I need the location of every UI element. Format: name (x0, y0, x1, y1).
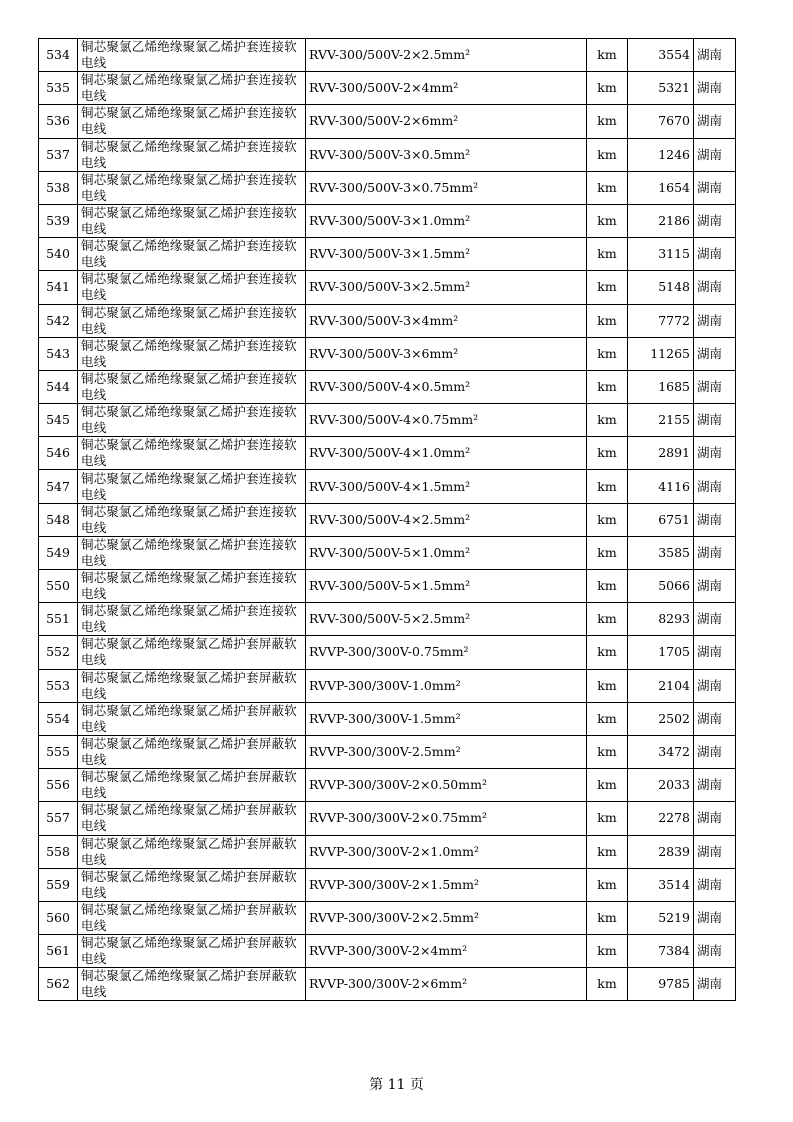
region-cell: 湖南 (694, 769, 736, 802)
product-name-cell: 铜芯聚氯乙烯绝缘聚氯乙烯护套连接软电线 (78, 271, 306, 304)
table-row (39, 935, 736, 968)
unit-cell: km (587, 570, 628, 603)
region-cell: 湖南 (694, 802, 736, 835)
unit-cell: km (587, 138, 628, 171)
table-row (39, 105, 736, 138)
unit-cell: km (587, 901, 628, 934)
product-name-cell: 铜芯聚氯乙烯绝缘聚氯乙烯护套连接软电线 (78, 105, 306, 138)
product-name-cell: 铜芯聚氯乙烯绝缘聚氯乙烯护套屏蔽软电线 (78, 901, 306, 934)
product-name-cell: 铜芯聚氯乙烯绝缘聚氯乙烯护套屏蔽软电线 (78, 702, 306, 735)
price-cell: 3472 (628, 735, 694, 768)
row-number-cell: 552 (39, 636, 78, 669)
table-row (39, 835, 736, 868)
row-number-cell: 536 (39, 105, 78, 138)
table-row (39, 536, 736, 569)
unit-cell: km (587, 735, 628, 768)
unit-cell: km (587, 437, 628, 470)
table-row (39, 901, 736, 934)
product-name-cell: 铜芯聚氯乙烯绝缘聚氯乙烯护套连接软电线 (78, 370, 306, 403)
model-spec-cell: RVV-300/500V-3×0.5mm² (306, 138, 587, 171)
region-cell: 湖南 (694, 238, 736, 271)
region-cell: 湖南 (694, 105, 736, 138)
table-row (39, 769, 736, 802)
unit-cell: km (587, 769, 628, 802)
unit-cell: km (587, 337, 628, 370)
row-number-cell: 546 (39, 437, 78, 470)
row-number-cell: 538 (39, 171, 78, 204)
model-spec-cell: RVVP-300/300V-2×1.5mm² (306, 868, 587, 901)
region-cell: 湖南 (694, 570, 736, 603)
model-spec-cell: RVV-300/500V-3×4mm² (306, 304, 587, 337)
product-name-cell: 铜芯聚氯乙烯绝缘聚氯乙烯护套连接软电线 (78, 437, 306, 470)
model-spec-cell: RVV-300/500V-3×2.5mm² (306, 271, 587, 304)
region-cell: 湖南 (694, 935, 736, 968)
price-cell: 5321 (628, 72, 694, 105)
region-cell: 湖南 (694, 171, 736, 204)
unit-cell: km (587, 470, 628, 503)
table-row (39, 304, 736, 337)
unit-cell: km (587, 404, 628, 437)
unit-cell: km (587, 39, 628, 72)
model-spec-cell: RVV-300/500V-5×2.5mm² (306, 603, 587, 636)
page-number: 第 11 页 (369, 1077, 424, 1093)
price-cell: 1705 (628, 636, 694, 669)
row-number-cell: 558 (39, 835, 78, 868)
region-cell: 湖南 (694, 868, 736, 901)
region-cell: 湖南 (694, 603, 736, 636)
region-cell: 湖南 (694, 503, 736, 536)
model-spec-cell: RVV-300/500V-5×1.5mm² (306, 570, 587, 603)
product-name-cell: 铜芯聚氯乙烯绝缘聚氯乙烯护套屏蔽软电线 (78, 802, 306, 835)
price-cell: 2839 (628, 835, 694, 868)
product-name-cell: 铜芯聚氯乙烯绝缘聚氯乙烯护套连接软电线 (78, 238, 306, 271)
price-cell: 11265 (628, 337, 694, 370)
product-name-cell: 铜芯聚氯乙烯绝缘聚氯乙烯护套连接软电线 (78, 603, 306, 636)
product-name-cell: 铜芯聚氯乙烯绝缘聚氯乙烯护套连接软电线 (78, 503, 306, 536)
row-number-cell: 537 (39, 138, 78, 171)
model-spec-cell: RVV-300/500V-3×0.75mm² (306, 171, 587, 204)
table-row (39, 669, 736, 702)
product-name-cell: 铜芯聚氯乙烯绝缘聚氯乙烯护套屏蔽软电线 (78, 968, 306, 1001)
unit-cell: km (587, 868, 628, 901)
price-table (38, 38, 736, 1001)
table-row (39, 636, 736, 669)
table-row (39, 868, 736, 901)
product-name-cell: 铜芯聚氯乙烯绝缘聚氯乙烯护套连接软电线 (78, 570, 306, 603)
unit-cell: km (587, 802, 628, 835)
model-spec-cell: RVVP-300/300V-1.5mm² (306, 702, 587, 735)
product-name-cell: 铜芯聚氯乙烯绝缘聚氯乙烯护套屏蔽软电线 (78, 868, 306, 901)
product-name-cell: 铜芯聚氯乙烯绝缘聚氯乙烯护套屏蔽软电线 (78, 835, 306, 868)
price-cell: 2278 (628, 802, 694, 835)
model-spec-cell: RVVP-300/300V-2×6mm² (306, 968, 587, 1001)
table-row (39, 337, 736, 370)
model-spec-cell: RVVP-300/300V-0.75mm² (306, 636, 587, 669)
product-name-cell: 铜芯聚氯乙烯绝缘聚氯乙烯护套屏蔽软电线 (78, 735, 306, 768)
price-cell: 2186 (628, 204, 694, 237)
price-cell: 4116 (628, 470, 694, 503)
model-spec-cell: RVV-300/500V-4×2.5mm² (306, 503, 587, 536)
product-name-cell: 铜芯聚氯乙烯绝缘聚氯乙烯护套屏蔽软电线 (78, 769, 306, 802)
region-cell: 湖南 (694, 370, 736, 403)
row-number-cell: 553 (39, 669, 78, 702)
product-name-cell: 铜芯聚氯乙烯绝缘聚氯乙烯护套屏蔽软电线 (78, 636, 306, 669)
region-cell: 湖南 (694, 39, 736, 72)
region-cell: 湖南 (694, 72, 736, 105)
model-spec-cell: RVV-300/500V-3×1.0mm² (306, 204, 587, 237)
model-spec-cell: RVVP-300/300V-2×1.0mm² (306, 835, 587, 868)
unit-cell: km (587, 669, 628, 702)
product-name-cell: 铜芯聚氯乙烯绝缘聚氯乙烯护套连接软电线 (78, 39, 306, 72)
row-number-cell: 535 (39, 72, 78, 105)
table-row (39, 171, 736, 204)
row-number-cell: 562 (39, 968, 78, 1001)
table-row (39, 204, 736, 237)
region-cell: 湖南 (694, 968, 736, 1001)
model-spec-cell: RVV-300/500V-3×1.5mm² (306, 238, 587, 271)
price-cell: 2502 (628, 702, 694, 735)
product-name-cell: 铜芯聚氯乙烯绝缘聚氯乙烯护套连接软电线 (78, 536, 306, 569)
model-spec-cell: RVVP-300/300V-2×4mm² (306, 935, 587, 968)
table-row (39, 802, 736, 835)
table-row (39, 702, 736, 735)
region-cell: 湖南 (694, 337, 736, 370)
unit-cell: km (587, 204, 628, 237)
model-spec-cell: RVV-300/500V-4×1.0mm² (306, 437, 587, 470)
table-row (39, 404, 736, 437)
product-name-cell: 铜芯聚氯乙烯绝缘聚氯乙烯护套屏蔽软电线 (78, 669, 306, 702)
table-row (39, 603, 736, 636)
table-body (39, 39, 736, 1001)
price-cell: 2891 (628, 437, 694, 470)
product-name-cell: 铜芯聚氯乙烯绝缘聚氯乙烯护套连接软电线 (78, 138, 306, 171)
price-cell: 1246 (628, 138, 694, 171)
price-cell: 2033 (628, 769, 694, 802)
product-name-cell: 铜芯聚氯乙烯绝缘聚氯乙烯护套连接软电线 (78, 470, 306, 503)
unit-cell: km (587, 503, 628, 536)
model-spec-cell: RVV-300/500V-5×1.0mm² (306, 536, 587, 569)
region-cell: 湖南 (694, 735, 736, 768)
region-cell: 湖南 (694, 901, 736, 934)
region-cell: 湖南 (694, 404, 736, 437)
table-row (39, 238, 736, 271)
price-cell: 2104 (628, 669, 694, 702)
table-row (39, 370, 736, 403)
product-name-cell: 铜芯聚氯乙烯绝缘聚氯乙烯护套连接软电线 (78, 337, 306, 370)
region-cell: 湖南 (694, 702, 736, 735)
model-spec-cell: RVVP-300/300V-2×0.50mm² (306, 769, 587, 802)
model-spec-cell: RVV-300/500V-2×6mm² (306, 105, 587, 138)
row-number-cell: 559 (39, 868, 78, 901)
product-name-cell: 铜芯聚氯乙烯绝缘聚氯乙烯护套连接软电线 (78, 404, 306, 437)
price-cell: 9785 (628, 968, 694, 1001)
price-cell: 3554 (628, 39, 694, 72)
region-cell: 湖南 (694, 304, 736, 337)
model-spec-cell: RVV-300/500V-4×1.5mm² (306, 470, 587, 503)
price-cell: 7670 (628, 105, 694, 138)
region-cell: 湖南 (694, 536, 736, 569)
row-number-cell: 543 (39, 337, 78, 370)
unit-cell: km (587, 536, 628, 569)
table-row (39, 470, 736, 503)
price-cell: 3514 (628, 868, 694, 901)
product-name-cell: 铜芯聚氯乙烯绝缘聚氯乙烯护套连接软电线 (78, 171, 306, 204)
region-cell: 湖南 (694, 138, 736, 171)
price-cell: 1685 (628, 370, 694, 403)
unit-cell: km (587, 935, 628, 968)
model-spec-cell: RVV-300/500V-2×2.5mm² (306, 39, 587, 72)
region-cell: 湖南 (694, 470, 736, 503)
model-spec-cell: RVVP-300/300V-1.0mm² (306, 669, 587, 702)
price-cell: 3585 (628, 536, 694, 569)
product-name-cell: 铜芯聚氯乙烯绝缘聚氯乙烯护套连接软电线 (78, 304, 306, 337)
table-row (39, 39, 736, 72)
model-spec-cell: RVV-300/500V-3×6mm² (306, 337, 587, 370)
unit-cell: km (587, 702, 628, 735)
unit-cell: km (587, 370, 628, 403)
unit-cell: km (587, 72, 628, 105)
table-row (39, 503, 736, 536)
unit-cell: km (587, 271, 628, 304)
product-name-cell: 铜芯聚氯乙烯绝缘聚氯乙烯护套连接软电线 (78, 72, 306, 105)
model-spec-cell: RVVP-300/300V-2×2.5mm² (306, 901, 587, 934)
model-spec-cell: RVVP-300/300V-2×0.75mm² (306, 802, 587, 835)
model-spec-cell: RVV-300/500V-4×0.5mm² (306, 370, 587, 403)
row-number-cell: 547 (39, 470, 78, 503)
region-cell: 湖南 (694, 271, 736, 304)
unit-cell: km (587, 105, 628, 138)
row-number-cell: 542 (39, 304, 78, 337)
unit-cell: km (587, 968, 628, 1001)
row-number-cell: 554 (39, 702, 78, 735)
price-cell: 5066 (628, 570, 694, 603)
unit-cell: km (587, 835, 628, 868)
region-cell: 湖南 (694, 437, 736, 470)
region-cell: 湖南 (694, 669, 736, 702)
row-number-cell: 561 (39, 935, 78, 968)
row-number-cell: 556 (39, 769, 78, 802)
row-number-cell: 550 (39, 570, 78, 603)
table-row (39, 72, 736, 105)
row-number-cell: 539 (39, 204, 78, 237)
product-name-cell: 铜芯聚氯乙烯绝缘聚氯乙烯护套连接软电线 (78, 204, 306, 237)
row-number-cell: 551 (39, 603, 78, 636)
table-row (39, 138, 736, 171)
row-number-cell: 545 (39, 404, 78, 437)
unit-cell: km (587, 636, 628, 669)
price-cell: 7772 (628, 304, 694, 337)
row-number-cell: 541 (39, 271, 78, 304)
product-name-cell: 铜芯聚氯乙烯绝缘聚氯乙烯护套屏蔽软电线 (78, 935, 306, 968)
table-row (39, 735, 736, 768)
region-cell: 湖南 (694, 835, 736, 868)
row-number-cell: 555 (39, 735, 78, 768)
table-row (39, 570, 736, 603)
model-spec-cell: RVV-300/500V-4×0.75mm² (306, 404, 587, 437)
table-row (39, 968, 736, 1001)
table-row (39, 437, 736, 470)
price-cell: 1654 (628, 171, 694, 204)
row-number-cell: 549 (39, 536, 78, 569)
row-number-cell: 557 (39, 802, 78, 835)
price-cell: 6751 (628, 503, 694, 536)
unit-cell: km (587, 238, 628, 271)
region-cell: 湖南 (694, 204, 736, 237)
unit-cell: km (587, 304, 628, 337)
row-number-cell: 534 (39, 39, 78, 72)
price-cell: 2155 (628, 404, 694, 437)
price-cell: 5219 (628, 901, 694, 934)
row-number-cell: 548 (39, 503, 78, 536)
price-cell: 5148 (628, 271, 694, 304)
model-spec-cell: RVV-300/500V-2×4mm² (306, 72, 587, 105)
unit-cell: km (587, 171, 628, 204)
price-cell: 3115 (628, 238, 694, 271)
row-number-cell: 560 (39, 901, 78, 934)
table-row (39, 271, 736, 304)
price-cell: 8293 (628, 603, 694, 636)
row-number-cell: 540 (39, 238, 78, 271)
model-spec-cell: RVVP-300/300V-2.5mm² (306, 735, 587, 768)
unit-cell: km (587, 603, 628, 636)
region-cell: 湖南 (694, 636, 736, 669)
price-cell: 7384 (628, 935, 694, 968)
row-number-cell: 544 (39, 370, 78, 403)
